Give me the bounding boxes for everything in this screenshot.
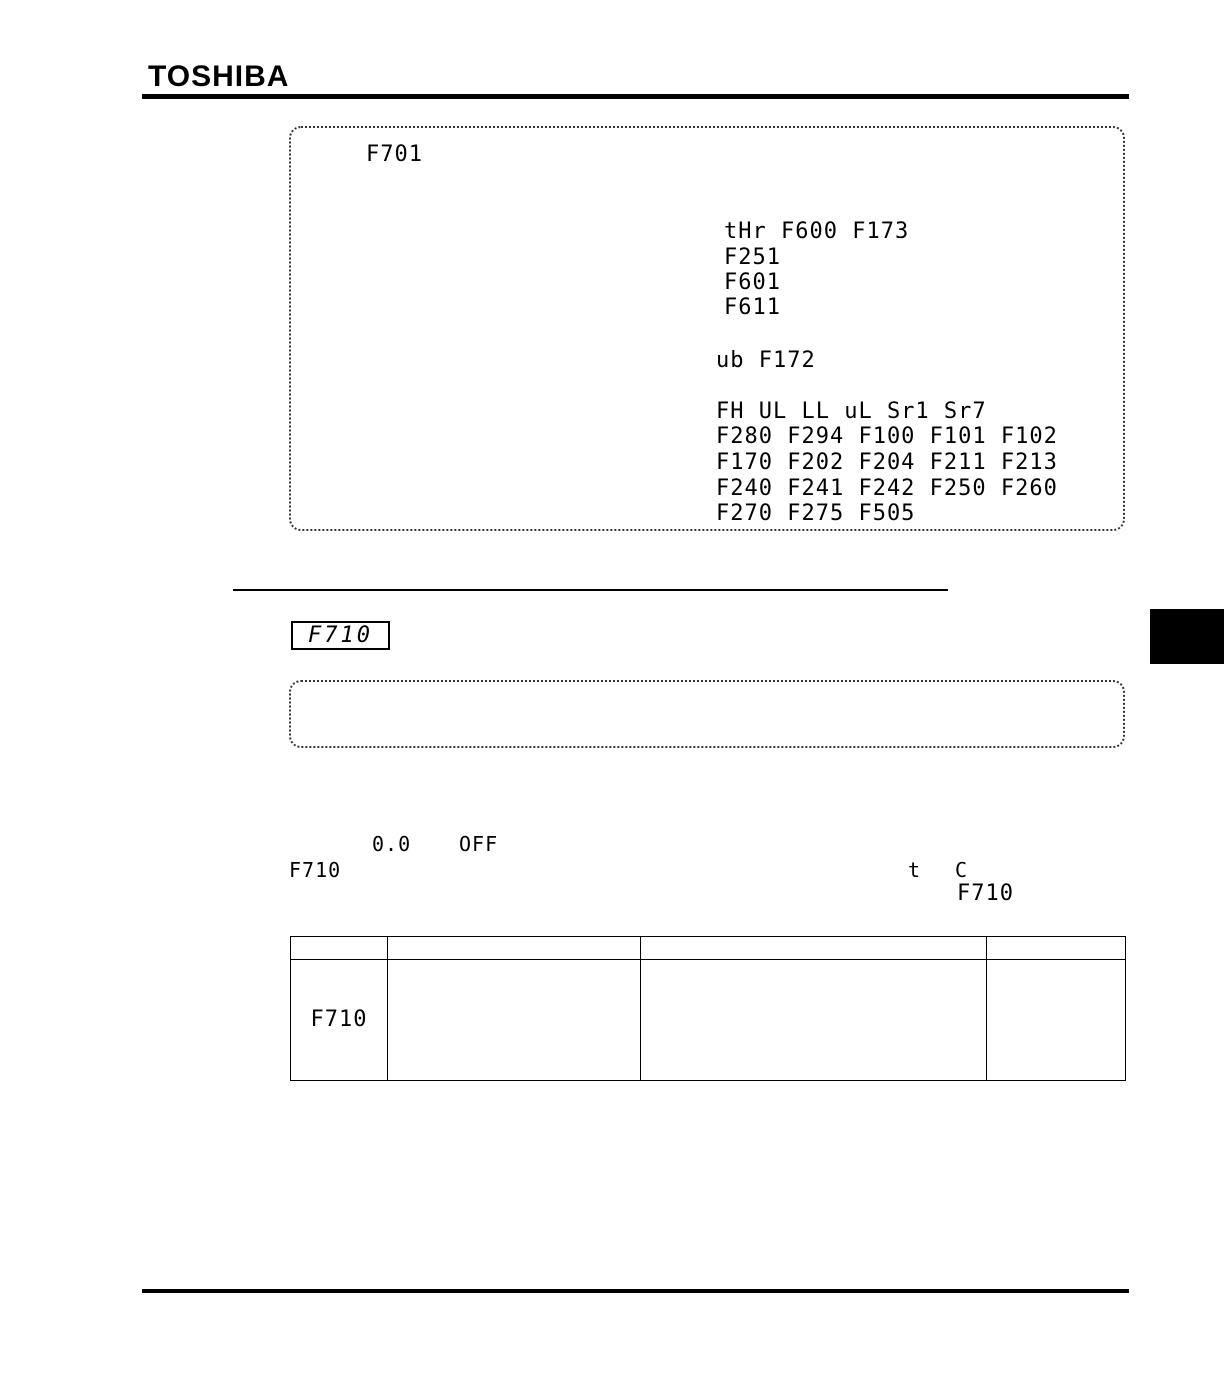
list-line-4: F611 [724, 295, 781, 320]
list-line-9: F240 F241 F242 F250 F260 [716, 476, 1058, 501]
table-header-cell [641, 937, 987, 960]
list-line-1: tHr F600 F173 [724, 219, 910, 244]
table-row [291, 960, 1126, 1081]
table-cell [987, 960, 1126, 1081]
lead-code: F701 [366, 142, 423, 167]
footer-rule [142, 1289, 1129, 1293]
list-line-5: ub F172 [716, 348, 816, 373]
table-header-row [291, 937, 1126, 960]
code-left: F710 [289, 858, 342, 882]
list-line-6: FH UL LL uL Sr1 Sr7 [716, 399, 987, 424]
code-c: C [955, 858, 969, 882]
code-right: F710 [957, 881, 1014, 906]
list-line-7: F280 F294 F100 F101 F102 [716, 424, 1058, 449]
table-header-cell [987, 937, 1126, 960]
table-cell [388, 960, 641, 1081]
function-box [289, 680, 1125, 748]
table-cell-code: F710 [291, 960, 388, 1081]
value-zero: 0.0 [372, 832, 412, 856]
list-line-3: F601 [724, 270, 781, 295]
list-line-10: F270 F275 F505 [716, 501, 916, 526]
table-cell [641, 960, 987, 1081]
header-rule [142, 94, 1129, 99]
chapter-tab [1150, 609, 1224, 664]
list-line-2: F251 [724, 245, 781, 270]
table-header-cell [388, 937, 641, 960]
table-header-cell [291, 937, 388, 960]
parameter-code-box: F710 [291, 621, 390, 650]
parameter-table [290, 936, 1126, 1081]
list-line-8: F170 F202 F204 F211 F213 [716, 450, 1058, 475]
value-off: OFF [459, 832, 499, 856]
section-rule [233, 589, 948, 591]
brand-logo: TOSHIBA [148, 60, 290, 93]
code-t: t [908, 858, 922, 882]
